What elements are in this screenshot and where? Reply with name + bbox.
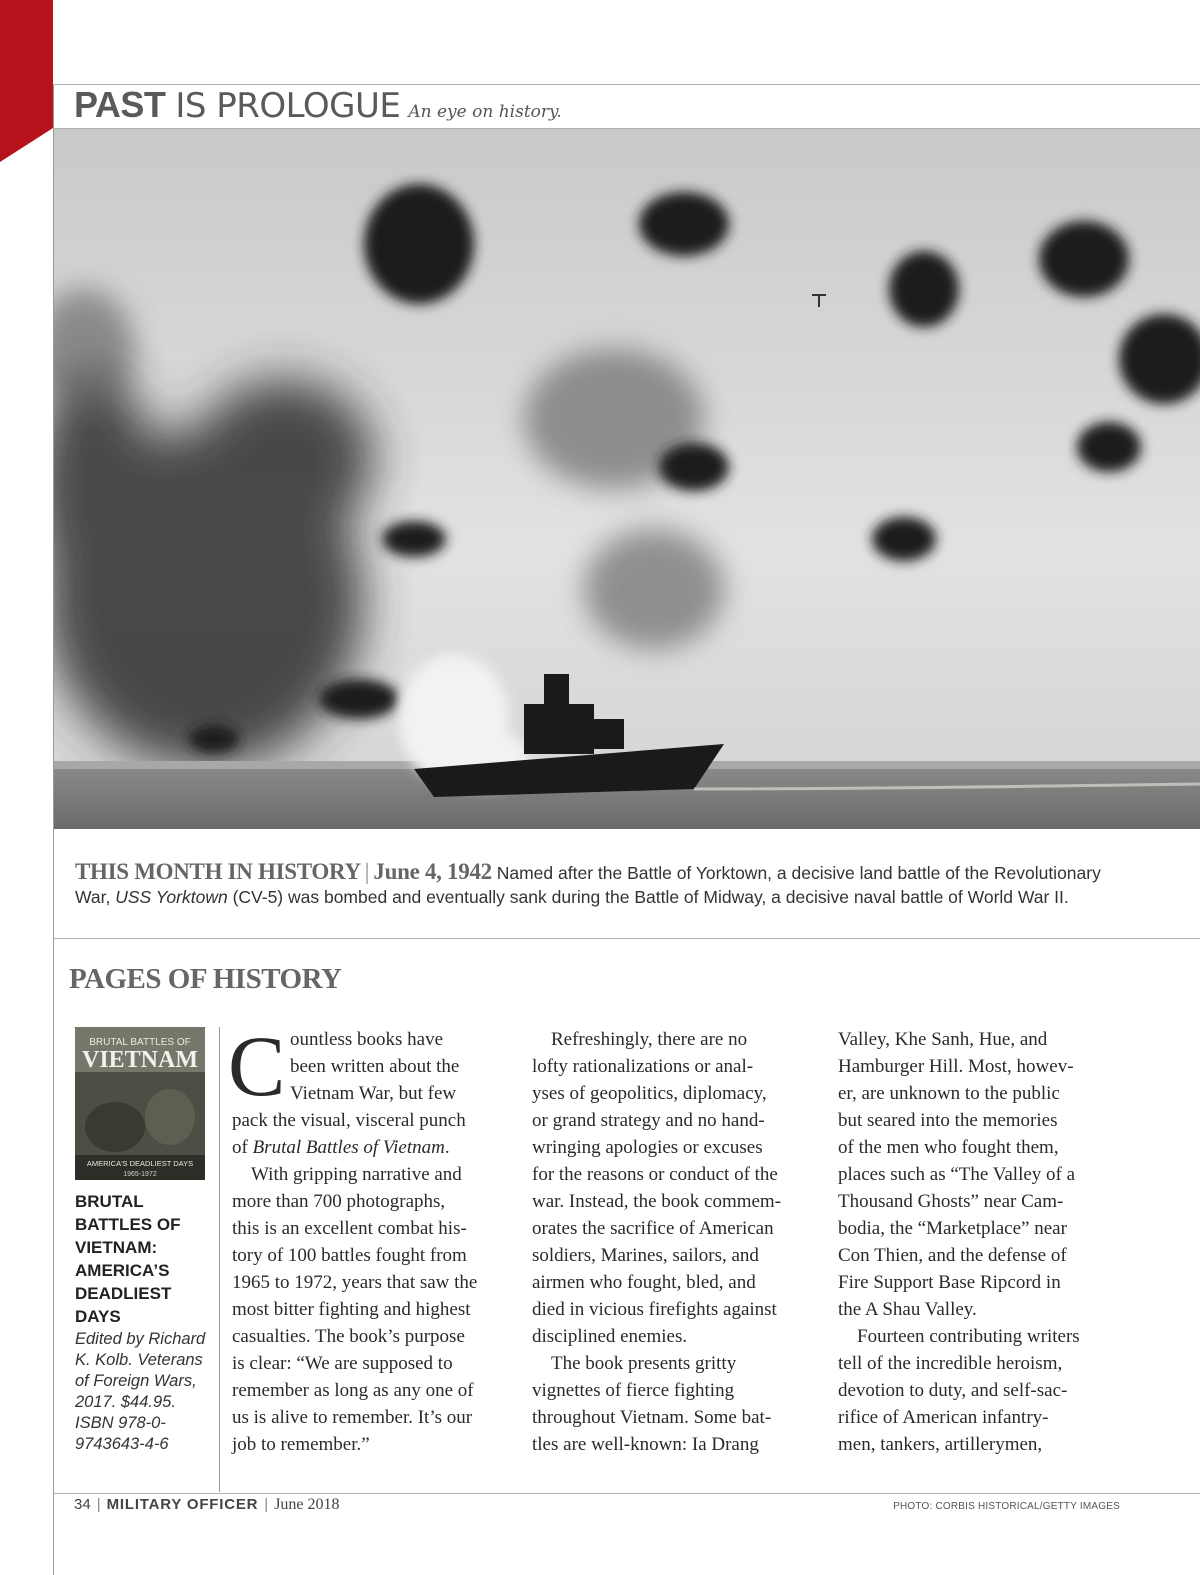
caption-ship-name: USS Yorktown [115,887,228,907]
article-line: airmen who fought, bled, and [532,1272,756,1293]
caption-rule [53,938,1200,939]
article-line: casualties. The book’s purpose [232,1326,465,1347]
article-line: lofty rationalizations or anal- [532,1056,754,1077]
section-tagline: An eye on history. [408,102,562,122]
footer-rule [53,1493,1200,1494]
article-line: been written about the [290,1056,460,1077]
article-column-2 [532,1026,822,1458]
article-line: 1965 to 1972, years that saw the [232,1272,478,1293]
article-line: tles are well-known: Ia Drang [532,1434,759,1455]
book-cover [75,1027,205,1180]
book-title-reference: Brutal Battles of Vietnam [252,1137,445,1158]
book-title-line: DEADLIEST [75,1284,172,1303]
article-line: wringing apologies or excuses [532,1137,763,1158]
footer-separator: | [264,1496,269,1513]
book-title [75,1190,217,1328]
book-detail-line: K. Kolb. Veterans [75,1351,203,1369]
book-title-line: DAYS [75,1307,121,1326]
hero-photo [54,129,1200,829]
book-title-line: BATTLES OF [75,1215,181,1234]
article-line: Valley, Khe Sanh, Hue, and [838,1029,1048,1050]
article-line: vignettes of fierce fighting [532,1380,735,1401]
footer-separator: | [96,1496,101,1513]
article-line: The book presents gritty [551,1353,737,1374]
book-detail-line: 2017. $44.95. [75,1393,176,1411]
article-line: men, tankers, artillerymen, [838,1434,1043,1455]
issue-date: June 2018 [274,1496,340,1513]
article-line: devotion to duty, and self-sac- [838,1380,1068,1401]
article-line [232,1134,517,1161]
book-title-line: VIETNAM: [75,1238,158,1257]
drop-cap: C [228,1018,286,1114]
cover-years-text: 1965-1972 [123,1171,157,1178]
caption-text-part2: (CV-5) was bombed and eventually sank during the Battle of Midway, a decisive naval battle of World War II. [227,887,1069,907]
article-line: orates the sacrifice of American [532,1218,774,1239]
article-line: Refreshingly, there are no [551,1029,748,1050]
article-column-1 [228,1018,517,1458]
article-line: war. Instead, the book commem- [532,1191,782,1212]
book-details [75,1329,217,1455]
book-detail-line: Edited by Richard [75,1330,206,1348]
book-detail-line: of Foreign Wars, [75,1372,197,1390]
article-line: pack the visual, visceral punch [232,1110,466,1131]
article-line: yses of geopolitics, diplomacy, [532,1083,767,1104]
book-detail-line: ISBN 978-0- [75,1414,166,1432]
caption-label: THIS MONTH IN HISTORY [75,859,361,884]
article-column-3 [838,1026,1128,1458]
article-line: Thousand Ghosts” near Cam- [838,1191,1064,1212]
article-line: or grand strategy and no hand- [532,1110,765,1131]
cover-subtitle-text: AMERICA'S DEADLIEST DAYS [86,1159,194,1168]
photo-credit: PHOTO: CORBIS HISTORICAL/GETTY IMAGES [893,1501,1120,1512]
article-line: Hamburger Hill. Most, howev- [838,1056,1074,1077]
article-line: died in vicious firefights against [532,1299,777,1320]
article-line: places such as “The Valley of a [838,1164,1076,1185]
magazine-name: MILITARY OFFICER [106,1496,259,1513]
caption-text-part1: Named after the Battle of Yorktown, a decisive land battle of the Revolutionary War, [75,863,1101,907]
article-line: remember as long as any one of [232,1380,474,1401]
book-title-line: BRUTAL [75,1192,144,1211]
article-line: bodia, the “Marketplace” near [838,1218,1067,1239]
book-title-line: AMERICA’S [75,1261,170,1280]
caption-date: June 4, 1942 [373,859,492,884]
page-footer [74,1496,340,1514]
article-line: soldiers, Marines, sailors, and [532,1245,759,1266]
cover-title-text: VIETNAM [81,1047,199,1073]
article-line: this is an excellent combat his- [232,1218,467,1239]
article-text: of [232,1137,253,1158]
article-line: of the men who fought them, [838,1137,1059,1158]
book-detail-line: 9743643-4-6 [75,1435,169,1453]
article-line: disciplined enemies. [532,1326,688,1347]
section-header [74,84,562,128]
article-line: more than 700 photographs, [232,1191,446,1212]
article-line: Con Thien, and the defense of [838,1245,1067,1266]
article-line: er, are unknown to the public [838,1083,1060,1104]
book-info [75,1190,217,1455]
article-line: tory of 100 battles fought from [232,1245,467,1266]
article-line: Fire Support Base Ripcord in [838,1272,1061,1293]
battle-scene-image [54,129,1200,829]
article-line: but seared into the memories [838,1110,1058,1131]
article-line: is clear: “We are supposed to [232,1353,453,1374]
article-line: rifice of American infantry- [838,1407,1049,1428]
page-number: 34 [74,1496,91,1513]
article-line: Fourteen contributing writers [857,1326,1080,1347]
sidebar-divider [219,1027,220,1492]
photo-caption [75,860,1135,909]
article-line: With gripping narrative and [251,1164,462,1185]
article-line: throughout Vietnam. Some bat- [532,1407,772,1428]
article-line: us is alive to remember. It’s our [232,1407,473,1428]
section-name-bold: PAST [74,84,166,125]
cover-top-text: BRUTAL BATTLES OF [89,1037,191,1048]
section-name-light: IS PROLOGUE [175,86,401,126]
article-line: for the reasons or conduct of the [532,1164,778,1185]
article-line: Vietnam War, but few [290,1083,457,1104]
article-line: tell of the incredible heroism, [838,1353,1063,1374]
caption-separator: | [364,859,370,884]
corner-tab-decoration [0,0,53,162]
section-title: PAGES OF HISTORY [69,963,342,995]
article-line: job to remember.” [232,1434,370,1455]
article-line: the A Shau Valley. [838,1299,977,1320]
article-text: . [444,1137,450,1158]
article-line: most bitter fighting and highest [232,1299,471,1320]
article-line: ountless books have [290,1029,444,1050]
